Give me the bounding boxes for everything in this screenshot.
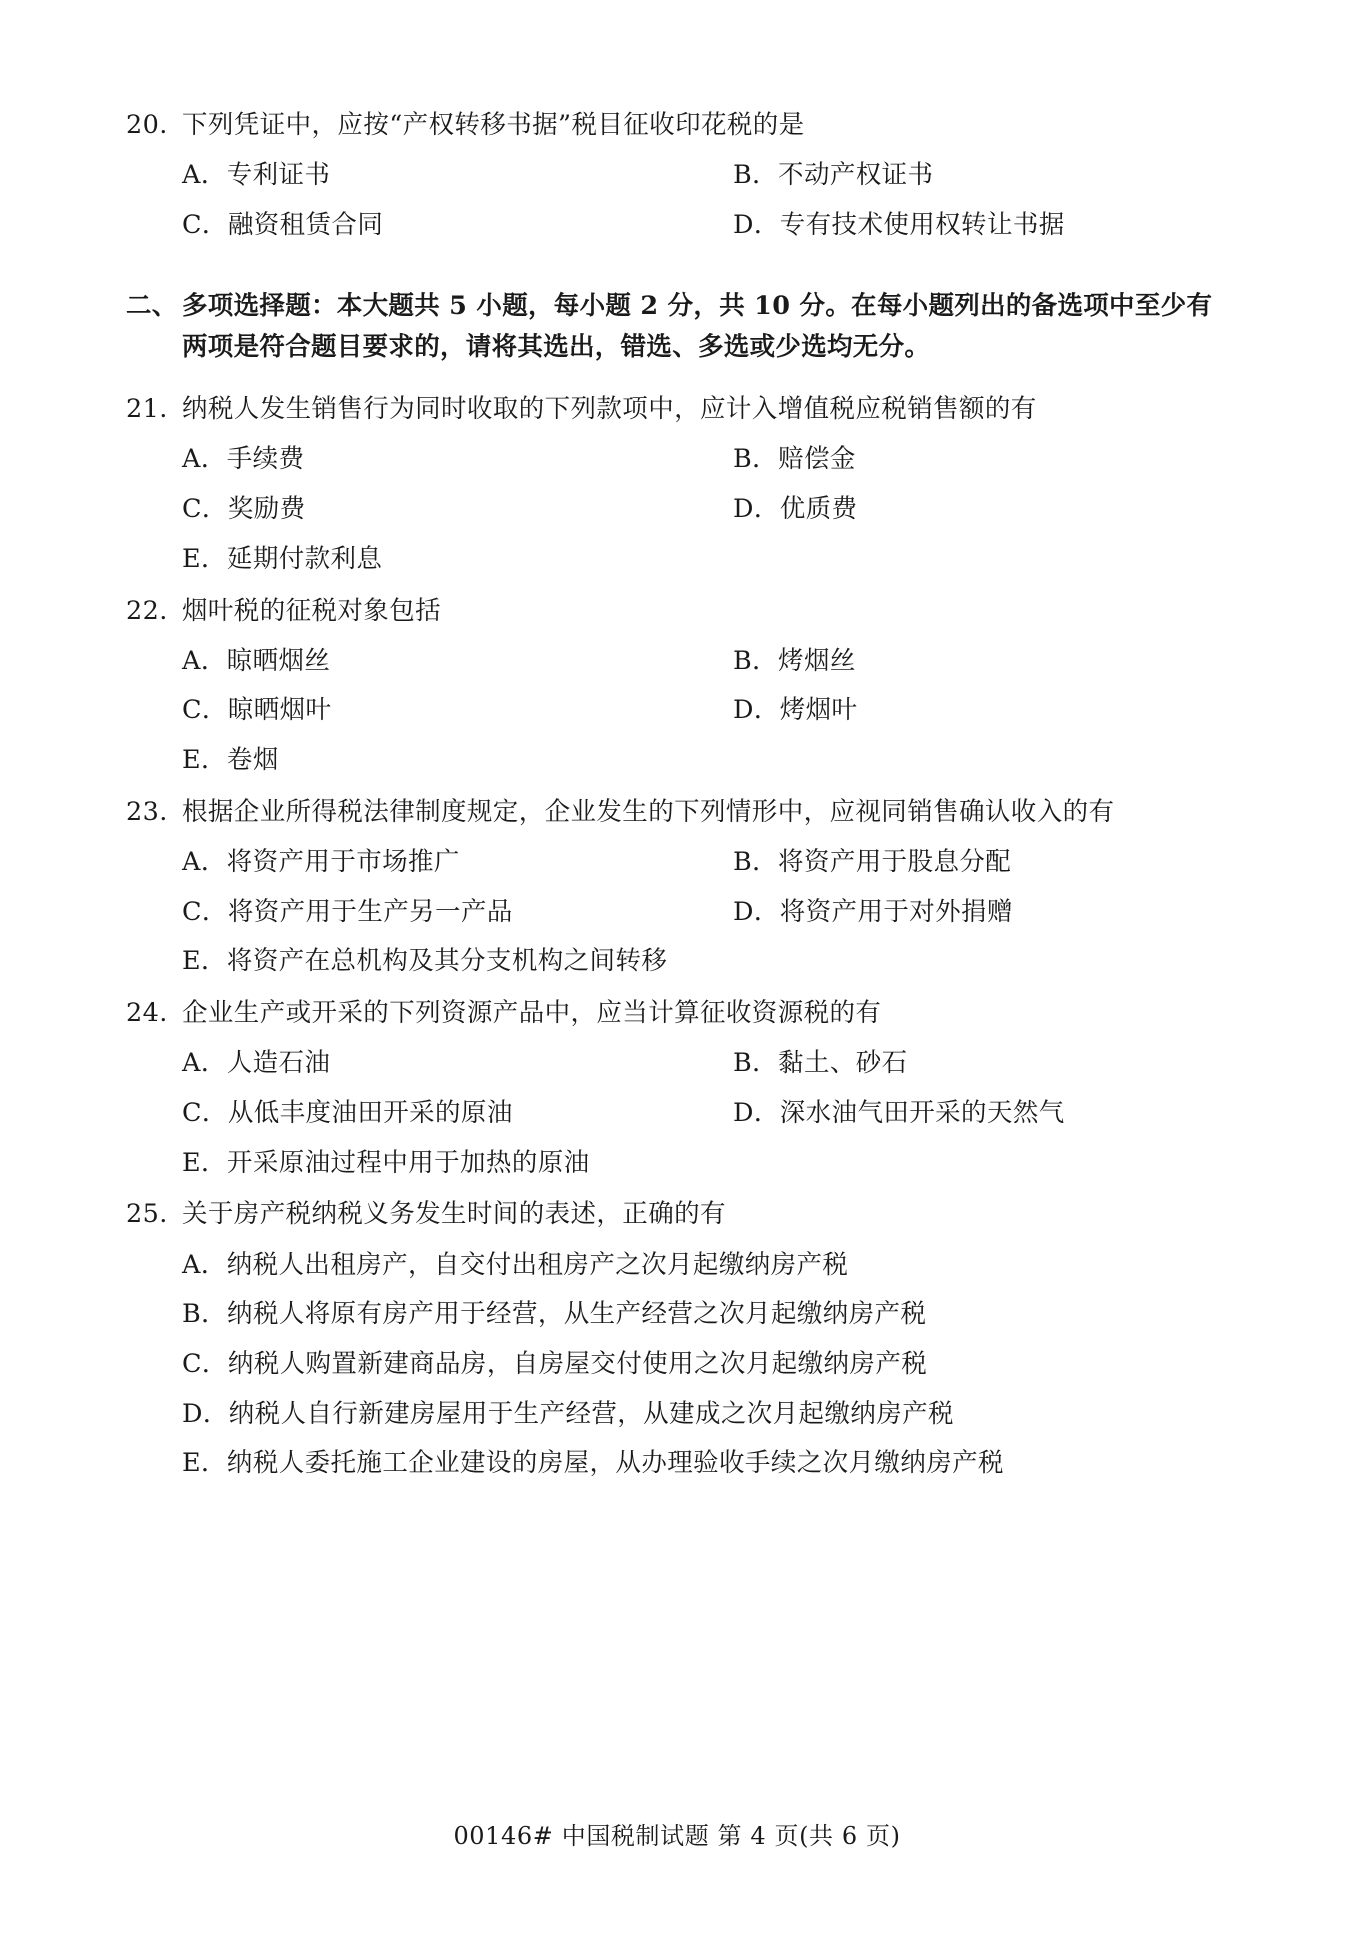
question-number: 22. (126, 595, 168, 626)
option-text: 黏土、砂石 (778, 1048, 908, 1079)
option-item[interactable] (677, 895, 1228, 931)
option-text: 奖励费 (227, 494, 306, 525)
option-text: 赔偿金 (778, 444, 856, 475)
option-text: 开采原油过程中用于加热的原油 (226, 1147, 590, 1178)
option-text: 专利证书 (226, 160, 331, 191)
option-label: E． (182, 745, 227, 776)
option-item[interactable] (126, 442, 677, 478)
option-row (126, 1446, 1228, 1482)
option-group (126, 442, 1228, 577)
option-row (126, 644, 1228, 680)
option-item[interactable] (126, 1397, 1228, 1433)
question-text: 企业生产或开采的下列资源产品中，应当计算征收资源税的有 (182, 998, 882, 1029)
option-label: A． (182, 160, 227, 191)
option-text: 烤烟丝 (778, 645, 856, 676)
option-text: 手续费 (226, 444, 305, 475)
option-row (126, 1046, 1228, 1082)
option-label: B． (733, 1048, 779, 1079)
option-text: 人造石油 (226, 1048, 331, 1079)
option-text: 将资产用于生产另一产品 (227, 896, 513, 927)
option-label: D． (733, 494, 780, 525)
option-item[interactable] (126, 1146, 1228, 1182)
question-number: 23. (126, 796, 168, 827)
option-item[interactable] (126, 492, 677, 528)
question-text: 根据企业所得税法律制度规定，企业发生的下列情形中，应视同销售确认收入的有 (182, 796, 1115, 827)
option-row (126, 845, 1228, 881)
option-text: 深水油气田开采的天然气 (779, 1098, 1065, 1129)
option-label: C． (182, 494, 228, 525)
option-row (126, 442, 1228, 478)
option-item[interactable] (126, 1248, 1228, 1284)
option-text: 将资产用于市场推广 (226, 847, 460, 878)
option-text: 融资租赁合同 (227, 209, 384, 240)
option-row (126, 743, 1228, 779)
option-item[interactable] (677, 693, 1228, 729)
option-row (126, 1397, 1228, 1433)
option-item[interactable] (126, 158, 677, 194)
option-label: C． (182, 209, 228, 240)
option-item[interactable] (126, 944, 1228, 980)
option-text: 纳税人购置新建商品房，自房屋交付使用之次月起缴纳房产税 (227, 1349, 928, 1380)
option-group (126, 1046, 1228, 1181)
option-text: 将资产在总机构及其分支机构之间转移 (226, 946, 668, 977)
question-block (126, 1195, 1228, 1482)
option-item[interactable] (126, 1347, 1228, 1383)
question-block (126, 994, 1228, 1181)
question-stem (126, 592, 1228, 630)
option-label: E． (182, 543, 227, 574)
question-block (126, 390, 1228, 577)
option-item[interactable] (126, 542, 1228, 578)
option-item[interactable] (126, 1297, 1228, 1333)
option-item[interactable] (677, 492, 1228, 528)
option-item[interactable] (677, 1046, 1228, 1082)
option-label: D． (733, 896, 780, 927)
option-row (126, 1248, 1228, 1284)
option-text: 专有技术使用权转让书据 (779, 209, 1065, 240)
option-text: 从低丰度油田开采的原油 (227, 1098, 513, 1129)
option-label: D． (733, 1098, 780, 1129)
question-block (126, 106, 1228, 244)
option-label: E． (182, 946, 227, 977)
option-text: 优质费 (779, 494, 858, 525)
option-row (126, 693, 1228, 729)
option-row (126, 492, 1228, 528)
option-text: 将资产用于股息分配 (778, 847, 1012, 878)
option-row (126, 1297, 1228, 1333)
option-group (126, 644, 1228, 779)
option-label: A． (182, 645, 227, 676)
option-label: A． (182, 444, 227, 475)
option-group (126, 1248, 1228, 1482)
option-label: D． (182, 1398, 229, 1429)
question-number: 24. (126, 998, 168, 1029)
option-item[interactable] (126, 845, 677, 881)
option-label: B． (182, 1299, 228, 1330)
option-text: 纳税人出租房产，自交付出租房产之次月起缴纳房产税 (226, 1249, 849, 1280)
option-row (126, 1347, 1228, 1383)
question-stem (126, 106, 1228, 144)
question-number: 20. (126, 110, 168, 140)
option-text: 烤烟叶 (779, 695, 858, 726)
option-label: C． (182, 695, 228, 726)
question-text: 下列凭证中，应按“产权转移书据”税目征收印花税的是 (182, 110, 805, 140)
option-item[interactable] (126, 743, 1228, 779)
option-row (126, 944, 1228, 980)
option-row (126, 1096, 1228, 1132)
section-number: 二、 (126, 290, 178, 321)
option-text: 延期付款利息 (226, 543, 383, 574)
option-label: C． (182, 1098, 228, 1129)
option-item[interactable] (677, 158, 1228, 194)
question-text: 关于房产税纳税义务发生时间的表述，正确的有 (182, 1199, 726, 1230)
question-list (126, 390, 1228, 1482)
option-text: 纳税人自行新建房屋用于生产经营，从建成之次月起缴纳房产税 (228, 1398, 954, 1429)
option-item[interactable] (677, 442, 1228, 478)
option-label: E． (182, 1448, 227, 1479)
question-stem (126, 1195, 1228, 1233)
option-row (126, 542, 1228, 578)
option-item[interactable] (126, 208, 677, 244)
option-item[interactable] (677, 845, 1228, 881)
option-label: B． (733, 160, 779, 191)
option-label: A． (182, 847, 227, 878)
option-item[interactable] (126, 1096, 677, 1132)
question-number: 25. (126, 1199, 168, 1230)
option-text: 纳税人将原有房产用于经营，从生产经营之次月起缴纳房产税 (227, 1299, 927, 1330)
option-group (126, 845, 1228, 980)
question-block (126, 793, 1228, 980)
option-item[interactable] (126, 644, 677, 680)
page-footer: 00146# 中国税制试题 第 4 页(共 6 页) (453, 1822, 901, 1850)
option-label: A． (182, 1048, 227, 1079)
option-text: 纳税人委托施工企业建设的房屋，从办理验收手续之次月缴纳房产税 (226, 1448, 1004, 1479)
option-row (126, 1146, 1228, 1182)
option-text: 晾晒烟叶 (227, 695, 332, 726)
option-label: D． (733, 209, 780, 240)
option-text: 卷烟 (226, 745, 279, 776)
question-text: 纳税人发生销售行为同时收取的下列款项中，应计入增值税应税销售额的有 (182, 394, 1037, 425)
option-label: B． (733, 444, 779, 475)
question-text: 烟叶税的征税对象包括 (182, 595, 442, 626)
option-text: 不动产权证书 (778, 160, 934, 191)
option-label: B． (733, 847, 779, 878)
option-label: E． (182, 1147, 227, 1178)
question-stem (126, 390, 1228, 428)
option-label: C． (182, 896, 228, 927)
questions-before-section (126, 106, 1228, 244)
option-label: D． (733, 695, 780, 726)
option-item[interactable] (126, 1446, 1228, 1482)
option-label: A． (182, 1249, 227, 1280)
option-item[interactable] (677, 644, 1228, 680)
option-text: 晾晒烟丝 (226, 645, 331, 676)
option-item[interactable] (677, 1096, 1228, 1132)
option-row (126, 208, 1228, 244)
question-number: 21. (126, 394, 168, 425)
question-block (126, 592, 1228, 779)
option-label: B． (733, 645, 779, 676)
question-stem (126, 994, 1228, 1032)
option-item[interactable] (126, 693, 677, 729)
section-heading (126, 286, 1228, 369)
option-item[interactable] (677, 208, 1228, 244)
option-row (126, 158, 1228, 194)
option-group (126, 158, 1228, 243)
option-text: 将资产用于对外捐赠 (779, 896, 1013, 927)
option-row (126, 895, 1228, 931)
option-item[interactable] (126, 895, 677, 931)
option-item[interactable] (126, 1046, 677, 1082)
option-label: C． (182, 1349, 228, 1380)
question-stem (126, 793, 1228, 831)
section-text: 多项选择题：本大题共 5 小题，每小题 2 分，共 10 分。在每小题列出的备选项中至少有两项是符合题目要求的，请将其选出，错选、多选或少选均无分。 (182, 290, 1213, 362)
